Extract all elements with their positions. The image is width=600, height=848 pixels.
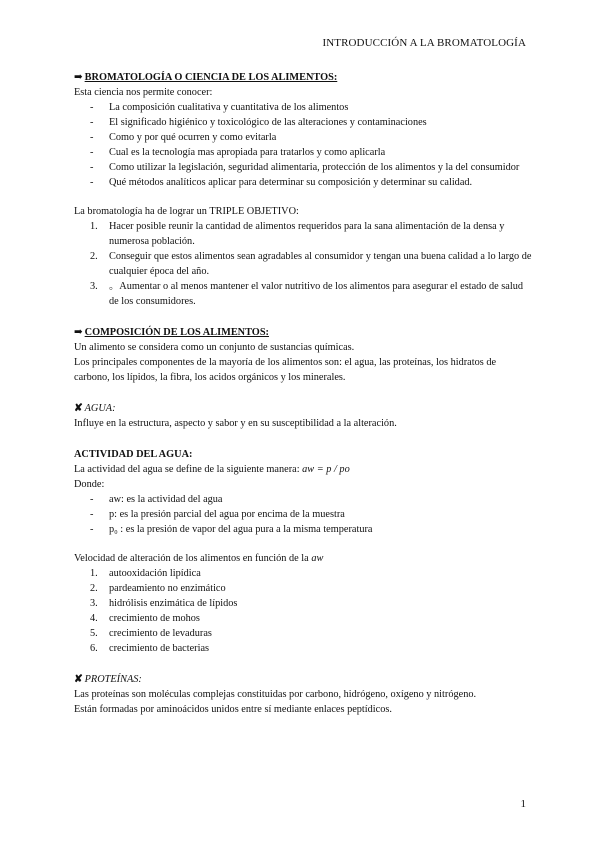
paragraph: Velocidad de alteración de los alimentos en función de la aw (74, 553, 324, 564)
subsection-title-proteinas: ✘ PROTEÍNAS: (74, 674, 142, 685)
page-content (74, 70, 534, 717)
section-title-composicion (74, 325, 534, 340)
cross-icon: ✘ (74, 403, 83, 414)
paragraph: Los principales componentes de la mayoría de los alimentos son: el agua, las proteínas, los hidratos de carbono, los lípidos, la fibra, los acidos orgánicos y los minerales. (74, 357, 497, 383)
arrow-icon: ➡ (74, 327, 83, 338)
section-title-text: COMPOSICIÓN DE LOS ALIMENTOS: (84, 327, 269, 338)
list-item: 1. Hacer posible reunir la cantidad de alimentos requeridos para la sana alimentación de la densa y numerosa población. (90, 221, 505, 247)
list-item: - Qué métodos analíticos aplicar para determinar su composición y determinar su calidad. (90, 177, 473, 188)
objective-intro: La bromatología ha de lograr un TRIPLE OBJETIVO: (74, 206, 299, 217)
list-item: 2. Conseguir que estos alimentos sean agradables al consumidor y tengan una buena calidad a lo largo de cualquier época del año. (90, 251, 532, 277)
section-intro: Esta ciencia nos permite conocer: (74, 87, 213, 98)
list-item: - p₀ : es la presión de vapor del agua pura a la misma temperatura (90, 524, 373, 535)
list-item: 3. 。Aumentar o al menos mantener el valor nutritivo de los alimentos para asegurar el estado de salud de los consumidores. (90, 281, 524, 307)
list-item: - p: es la presión parcial del agua por encima de la muestra (90, 509, 345, 520)
alteration-list (74, 566, 534, 656)
list-item: - Cual es la tecnología mas apropiada para tratarlos y como aplicarla (90, 147, 386, 158)
formula: aw = p / po (302, 464, 350, 475)
list-item: - La composición cualitativa y cuantitativa de los alimentos (90, 102, 349, 113)
subsection-title-actividad: ACTIVIDAD DEL AGUA: (74, 449, 193, 460)
section-title-text: BROMATOLOGÍA O CIENCIA DE LOS ALIMENTOS: (84, 72, 338, 83)
objectives-list (74, 219, 534, 309)
list-item: - Como y por qué ocurren y como evitarla (90, 132, 277, 143)
list-item: 1. autooxidación lipídica (90, 568, 201, 579)
subsection-title-agua: ✘ AGUA: (74, 403, 116, 414)
paragraph: Influye en la estructura, aspecto y sabor y en su susceptibilidad a la alteración. (74, 418, 397, 429)
cross-icon: ✘ (74, 674, 83, 685)
section-title-bromatologia (74, 70, 534, 85)
list-item: - Como utilizar la legislación, seguridad alimentaria, protección de los alimentos y la del consumidor (90, 162, 520, 173)
list-item: 5. crecimiento de levaduras (90, 628, 212, 639)
running-header: INTRODUCCIÓN A LA BROMATOLOGÍA (322, 37, 526, 49)
paragraph: Un alimento se considera como un conjunto de sustancias químicas. (74, 342, 355, 353)
list-item: - El significado higiénico y toxicológico de las alteraciones y contaminaciones (90, 117, 427, 128)
knowledge-list (74, 100, 534, 190)
paragraph: La actividad del agua se define de la siguiente manera: aw = p / po (74, 464, 350, 475)
list-item: - aw: es la actividad del agua (90, 494, 223, 505)
paragraph: Donde: (74, 479, 105, 490)
arrow-icon: ➡ (74, 72, 83, 83)
page-number: 1 (520, 798, 526, 810)
definition-list (74, 492, 534, 537)
paragraph: Las proteínas son moléculas complejas constituidas por carbono, hidrógeno, oxígeno y nitrógeno. (74, 689, 477, 700)
list-item: 4. crecimiento de mohos (90, 613, 200, 624)
list-item: 6. crecimiento de bacterias (90, 643, 210, 654)
list-item: 2. pardeamiento no enzimático (90, 583, 226, 594)
paragraph: Están formadas por aminoácidos unidos entre sí mediante enlaces peptídicos. (74, 704, 392, 715)
list-item: 3. hidrólisis enzimática de lípidos (90, 598, 238, 609)
